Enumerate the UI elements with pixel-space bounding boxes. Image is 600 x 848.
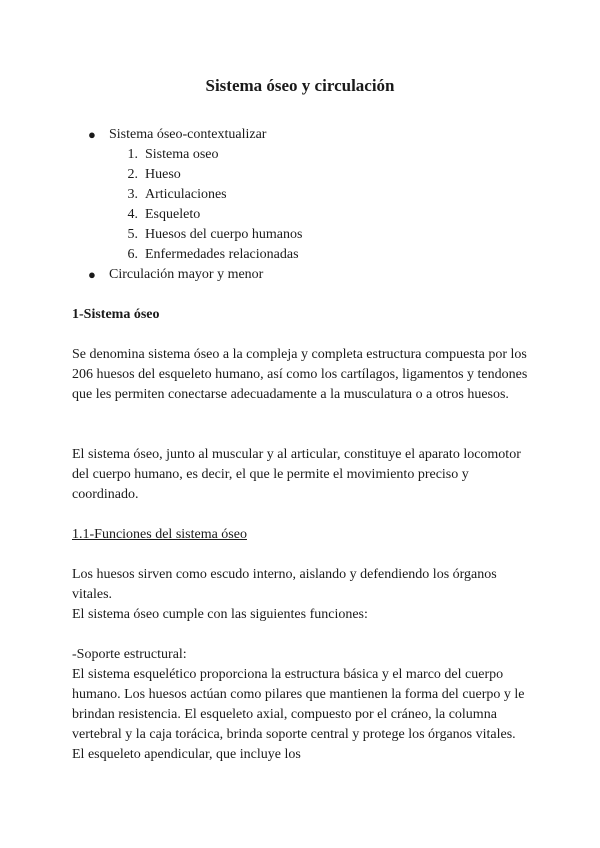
list-number: 3. [127, 187, 138, 202]
outline-bullet-label: Circulación mayor y menor [109, 267, 264, 282]
function-heading: -Soporte estructural: [72, 647, 187, 662]
outline-bullet [72, 265, 532, 285]
outline-list [72, 125, 532, 285]
outline-subitem-label: Huesos del cuerpo humanos [145, 227, 303, 242]
outline-bullet [72, 125, 532, 145]
document-title: Sistema óseo y circulación [205, 76, 395, 95]
outline-subitem-label: Articulaciones [145, 187, 227, 202]
list-number: 5. [127, 227, 138, 242]
bullet-icon: ● [88, 267, 96, 282]
list-number: 1. [127, 147, 138, 162]
outline-subitem-label: Enfermedades relacionadas [145, 247, 299, 262]
bullet-icon: ● [88, 127, 96, 142]
outline-bullet-label: Sistema óseo-contextualizar [109, 127, 267, 142]
list-number: 6. [127, 247, 138, 262]
outline-subitem [72, 145, 532, 165]
paragraph: El sistema esquelético proporciona la estructura básica y el marco del cuerpo humano. Los huesos actúan como pilares que mantienen la forma del cuerpo y le brindan resistencia. El esqueleto axial, compuesto por el cráneo, la columna vertebral y la caja torácica, brinda soporte central y protege los órganos vitales. El esqueleto apendicular, que incluye los [72, 667, 525, 762]
outline-subitem-label: Esqueleto [145, 207, 201, 222]
outline-subitem [72, 225, 532, 245]
subsection-heading: 1.1-Funciones del sistema óseo [72, 527, 247, 542]
outline-subitem-label: Hueso [145, 167, 181, 182]
paragraph: El sistema óseo cumple con las siguientes funciones: [72, 607, 368, 622]
paragraph: El sistema óseo, junto al muscular y al articular, constituye el aparato locomotor del cuerpo humano, es decir, el que le permite el movimiento preciso y coordinado. [72, 447, 521, 502]
list-number: 4. [127, 207, 138, 222]
list-number: 2. [127, 167, 138, 182]
paragraph: Los huesos sirven como escudo interno, aislando y defendiendo los órganos vitales. [72, 567, 497, 602]
outline-subitem [72, 245, 532, 265]
outline-subitem [72, 205, 532, 225]
outline-subitem-label: Sistema oseo [145, 147, 219, 162]
paragraph: Se denomina sistema óseo a la compleja y completa estructura compuesta por los 206 huesos del esqueleto humano, así como los cartílagos, ligamentos y tendones que les permiten conectarse adecuadamente a la musculatura o a otros huesos. [72, 347, 528, 402]
section-heading: 1-Sistema óseo [72, 307, 160, 322]
outline-subitem [72, 185, 532, 205]
outline-subitem [72, 165, 532, 185]
